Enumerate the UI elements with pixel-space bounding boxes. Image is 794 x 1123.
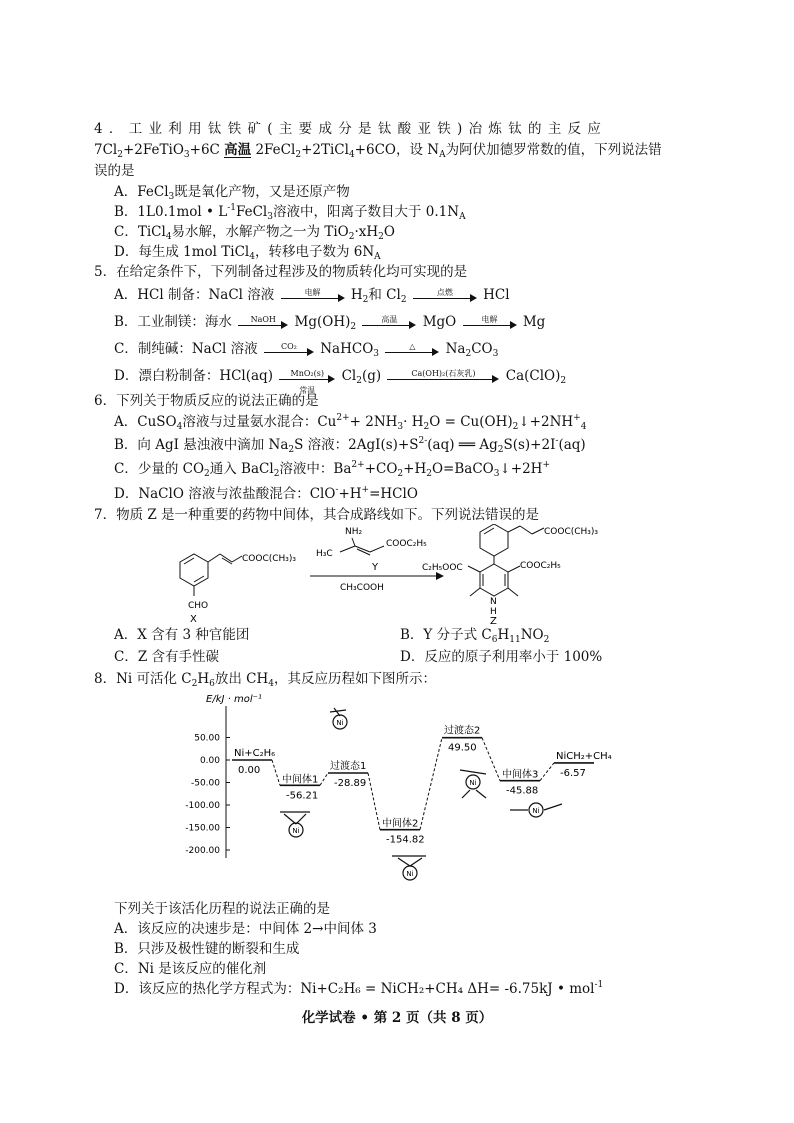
y-tick-label: 50.00	[194, 733, 220, 744]
q8-option-d: D．该反应的热化学方程式为：Ni+C₂H₆ = NiCH₂+CH₄ ΔH= -6.75kJ • mol$^{-1}$	[114, 980, 604, 997]
reagent-acid-label: CH₃COOH	[340, 583, 384, 593]
reaction-arrow: MnO₂(s) 常温	[279, 370, 335, 384]
svg-text:Ni: Ni	[336, 719, 344, 727]
q4-stem-line2: $7Cl_2+2FeTiO_3+6C$ 高温 2FeCl$_2$+2TiCl$_4$+6CO，设 $N_A$为阿伏加德罗常数的值，下列说法错	[94, 142, 662, 160]
y-tick-label: -200.00	[185, 846, 220, 856]
level-value: -56.21	[286, 790, 319, 802]
reaction-arrow: 电解	[281, 289, 345, 303]
level-name: 中间体1	[282, 774, 319, 786]
y-tick-label: -50.00	[190, 778, 220, 789]
reaction-arrow: NaOH	[238, 316, 288, 330]
level-name: 中间体2	[382, 818, 419, 830]
z-ester-top-label: COOC(CH₃)₃	[544, 527, 599, 537]
q4-stem-line1: 4．工业利用钛铁矿(主要成分是钛酸亚铁)冶炼钛的主反应	[94, 121, 608, 137]
x-ester-label: COOC(CH₃)₃	[242, 554, 297, 564]
compound-z-structure	[468, 524, 544, 596]
q6-option-c: C．少量的 $CO_2$通入 BaCl$_2$溶液中：$Ba^{2+}+CO_2+H_2O=BaCO_3↓+2H^+$	[114, 460, 550, 479]
z-left-ester-label: C₂H₅OOC	[422, 563, 463, 573]
ni-labels	[292, 719, 539, 878]
q6-option-a: A．CuSO$_4$溶液与过量氨水混合：$Cu^{2+}+ 2NH_3\cdot H_2O$ = $Cu(OH)_2↓+2NH^+_4$	[114, 413, 587, 432]
page-footer: 化学试卷 • 第 2 页（共 8 页）	[301, 1010, 493, 1026]
q4-option-d: D．每生成 1mol TiCl$_4$，转移电子数为 $6N_A$	[114, 244, 381, 262]
q4-option-b: B．1L0.1mol • $L^{-1}FeCl_3$溶液中，阳离子数目大于 $0.1N_A$	[114, 203, 466, 222]
q6-option-b: B．向 AgI 悬浊液中滴加 $Na_2S$ 溶液：$2AgI(s)+S^{2-}(aq)$ ══ $Ag_2S(s)+2I^-(aq)$	[114, 436, 586, 455]
q5-stem: 5．在给定条件下，下列制备过程涉及的物质转化均可实现的是	[94, 264, 468, 280]
q4-stem-line3: 误的是	[94, 163, 135, 179]
q7-stem: 7．物质 Z 是一种重要的药物中间体，其合成路线如下。下列说法错误的是	[94, 507, 540, 523]
q5-option-d: D．漂白粉制备：HCl(aq) MnO₂(s) 常温 $Cl_2(g)$ Ca(OH)₂(石灰乳) $Ca(ClO)_2$	[114, 368, 567, 395]
q7-option-c: C．Z 含有手性碳	[114, 649, 220, 665]
energy-connector	[540, 763, 554, 781]
q8-energy-diagram	[170, 688, 650, 888]
q4-option-a: A．FeCl$_3$既是氧化产物，又是还原产物	[114, 184, 350, 202]
energy-connector	[320, 773, 328, 785]
svg-text:Ni: Ni	[292, 827, 300, 835]
z-hydrogen-label: H	[490, 607, 497, 617]
reaction-arrow: Ca(OH)₂(石灰乳)	[387, 370, 499, 384]
q5-option-c: C．制纯碱：NaCl 溶液 CO₂ NaHCO$_3$ △ $Na_2CO_3$	[114, 341, 499, 359]
q7-option-b: B．Y 分子式 $C_6H_{11}NO_2$	[400, 627, 550, 645]
level-value: -45.88	[506, 785, 539, 797]
x-cho-label: CHO	[188, 601, 209, 611]
y-tick-label: 0.00	[199, 756, 220, 766]
q8-option-b: B．只涉及极性键的断裂和生成	[114, 941, 300, 957]
level-value: -28.89	[334, 778, 367, 790]
q7-synthesis-scheme	[150, 524, 630, 624]
energy-connector	[420, 738, 442, 830]
compound-x-structure	[180, 554, 242, 596]
reaction-arrow: CO₂	[264, 343, 314, 357]
q8-option-c: C．Ni 是该反应的催化剂	[114, 961, 267, 977]
level-name: 过渡态2	[444, 725, 481, 737]
svg-text:Ni: Ni	[469, 779, 477, 787]
q4-condition: 高温	[224, 142, 252, 158]
reagent-y-label: Y	[372, 562, 379, 573]
level-name: NiCH₂+CH₄	[556, 750, 612, 762]
level-name: 中间体3	[502, 769, 539, 781]
svg-text:Ni: Ni	[532, 807, 540, 815]
level-value: 49.50	[448, 742, 477, 754]
y-ester-label: COOC₂H₅	[386, 539, 427, 549]
q4-option-c: C．TiCl$_4$易水解，水解产物之一为 $TiO_2\cdot xH_2O$	[114, 224, 395, 242]
q8-stem: 8．Ni 可活化 $C_2H_6$放出 $CH_4$，其反应历程如下图所示：	[94, 671, 437, 689]
reaction-arrow: 点燃	[413, 289, 477, 303]
y-h3c-label: H₃C	[316, 549, 333, 559]
q6-stem: 6．下列关于物质反应的说法正确的是	[94, 393, 319, 409]
z-right-ester-label: COOC₂H₅	[520, 561, 561, 571]
y-nh2-label: NH₂	[345, 527, 363, 537]
level-name: Ni+C₂H₆	[234, 748, 276, 759]
level-value: -6.57	[560, 767, 586, 779]
energy-connector	[272, 760, 280, 785]
compound-y-structure	[340, 538, 384, 555]
y-tick-label: -100.00	[185, 801, 220, 811]
energy-axis-label: E/kJ · mol⁻¹	[206, 694, 262, 705]
q5-option-b: B．工业制镁：海水 NaOH $Mg(OH)_2$ 高温 MgO 电解 Mg	[114, 314, 546, 332]
q7-option-a: A．X 含有 3 种官能团	[114, 627, 250, 643]
q8-question-stem: 下列关于该活化历程的说法正确的是	[114, 901, 330, 917]
z-nitrogen-label: N	[490, 597, 497, 607]
level-value: 0.00	[238, 765, 261, 776]
reaction-arrow: △	[385, 343, 439, 357]
level-value: -154.82	[386, 834, 425, 846]
q7-option-d: D．反应的原子利用率小于 100%	[400, 649, 603, 665]
svg-text:Ni: Ni	[406, 870, 414, 878]
reaction-arrow: 电解	[463, 316, 517, 330]
q5-option-a: A．HCl 制备：NaCl 溶液 电解 $H_2$和 $Cl_2$ 点燃 HCl	[114, 287, 510, 305]
level-name: 过渡态1	[330, 761, 367, 773]
q8-option-a: A．该反应的决速步是：中间体 2→中间体 3	[114, 921, 377, 937]
reaction-arrow: 高温	[362, 316, 416, 330]
x-compound-label: X	[190, 614, 197, 624]
y-tick-label: -150.00	[185, 823, 220, 834]
y-ticks	[185, 734, 230, 857]
energy-connector	[368, 773, 380, 830]
q6-option-d: D．NaClO 溶液与浓盐酸混合：ClO-+H+=HClO	[114, 485, 418, 502]
synthesis-arrowhead	[436, 572, 444, 580]
z-compound-label: Z	[490, 616, 497, 624]
